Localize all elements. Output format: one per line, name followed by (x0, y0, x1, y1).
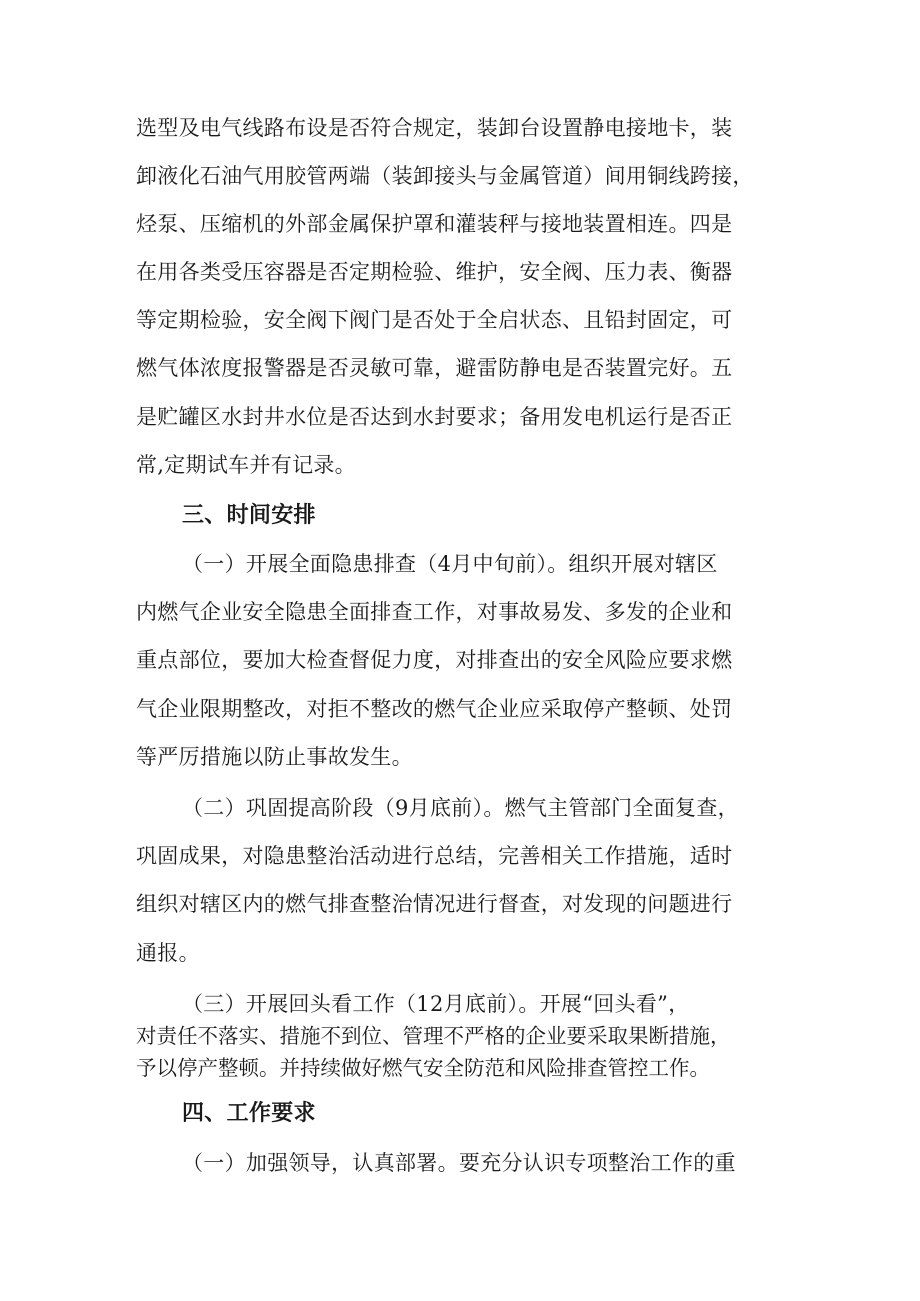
section-heading: 三、时间安排 (182, 503, 316, 528)
body-line: 重点部位，要加大检查督促力度，对排查出的安全风险应要求燃 (136, 648, 733, 672)
body-line: 巩固成果，对隐患整治活动进行总结，完善相关工作措施，适时 (136, 844, 733, 868)
paragraph-first-line: （二）巩固提高阶段（9月底前）。燃气主管部门全面复查， (182, 796, 739, 820)
body-line: 在用各类受压容器是否定期检验、维护，安全阀、压力表、衡器 (136, 260, 733, 284)
body-line: 组织对辖区内的燃气排查整治情况进行督查，对发现的问题进行 (136, 892, 733, 916)
body-line: 是贮罐区水封井水位是否达到水封要求；备用发电机运行是否正 (136, 405, 733, 429)
body-line: 等定期检验，安全阀下阀门是否处于全启状态、且铅封固定，可 (136, 308, 733, 332)
body-line: 燃气体浓度报警器是否灵敏可靠，避雷防静电是否装置完好。五 (136, 356, 733, 380)
body-line: 气企业限期整改，对拒不整改的燃气企业应采取停产整顿、处罚 (136, 697, 733, 721)
section-heading: 四、工作要求 (182, 1101, 316, 1126)
paragraph-first-line: （一）开展全面隐患排查（4月中旬前）。组织开展对辖区 (182, 552, 718, 576)
body-line: 烃泵、压缩机的外部金属保护罩和灌装秤与接地装置相连。四是 (136, 212, 733, 236)
body-line: 卸液化石油气用胶管两端（装卸接头与金属管道）间用铜线跨接， (136, 164, 754, 188)
body-line: 等严厉措施以防止事故发生。 (136, 745, 413, 769)
body-line: 选型及电气线路布设是否符合规定，装卸台设置静电接地卡，装 (136, 116, 733, 140)
body-line: 内燃气企业安全隐患全面排查工作，对事故易发、多发的企业和 (136, 600, 733, 624)
body-line: 常,定期试车并有记录。 (136, 453, 356, 477)
body-line: 通报。 (136, 941, 200, 965)
paragraph-first-line: （一）加强领导，认真部署。要充分认识专项整治工作的重 (182, 1151, 736, 1175)
body-line: 予以停产整顿。并持续做好燃气安全防范和风险排查管控工作。 (136, 1056, 710, 1080)
paragraph-first-line: （三）开展回头看工作（12月底前）。开展“回头看”， (182, 992, 690, 1016)
body-line: 对责任不落实、措施不到位、管理不严格的企业要采取果断措施， (136, 1024, 731, 1048)
